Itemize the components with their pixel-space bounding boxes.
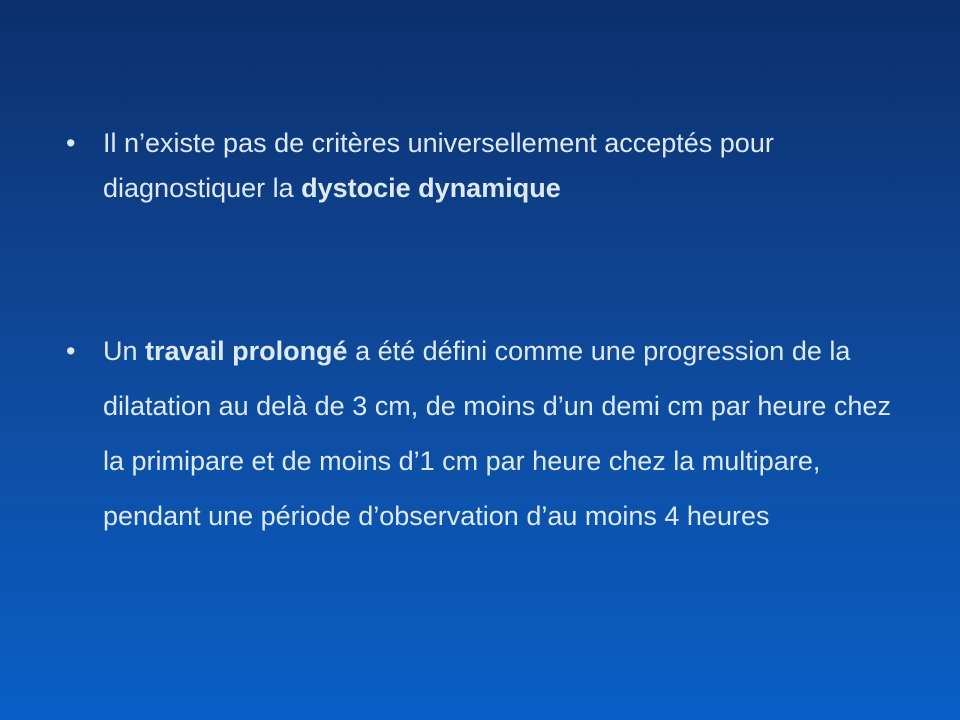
- bullet-text-emphasis: dystocie dynamique: [301, 173, 561, 203]
- bullet-marker: •: [66, 336, 76, 366]
- bullet-text-segment: Un: [103, 336, 146, 366]
- bullet-text-prolonged-labor: [103, 324, 916, 544]
- bullet-marker: •: [66, 128, 76, 158]
- bullet-text-emphasis: travail prolongé: [145, 336, 348, 366]
- bullet-item-prolonged-labor: [66, 324, 916, 544]
- bullet-text-criteria: [103, 121, 916, 211]
- bullet-text-segment: Il n’existe pas de critères universellement acceptés pour diagnostiquer la: [103, 128, 774, 203]
- bullet-text-segment: a été défini comme une progression de la dilatation au delà de 3 cm, de moins d’un demi cm par heure chez la primipare et de moins d’1 cm par heure chez la multipare, pendant une période d’observation d’au moins 4 heures: [103, 336, 891, 531]
- bullet-item-criteria: [66, 121, 916, 211]
